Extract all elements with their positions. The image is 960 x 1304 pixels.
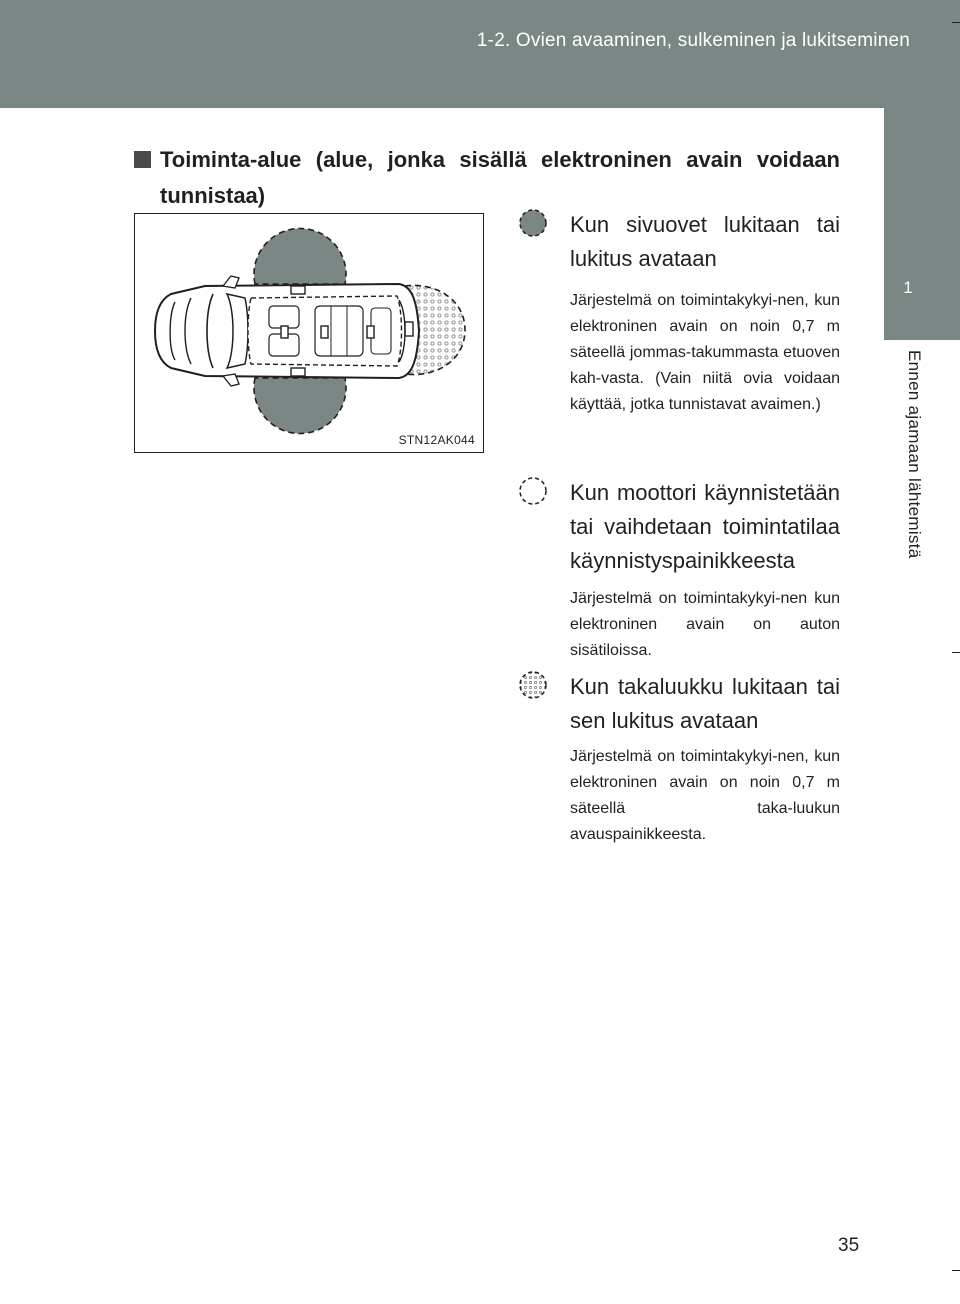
page-number: 35 [838,1235,860,1256]
crop-mark [952,1270,960,1271]
legend-title: Kun sivuovet lukitaan tai lukitus avataan [570,212,840,271]
side-door-zone-bottom [254,378,346,434]
antenna-icon [291,286,305,294]
heading-line-1: Toiminta-alue (alue, jonka sisällä elektroninen avain voidaan [160,147,840,172]
antenna-icon [281,326,288,338]
antenna-icon [405,322,413,336]
figure-code: STN12AK044 [398,433,475,447]
header-band [0,0,960,108]
section-heading [134,142,840,214]
legend-item-side-doors [518,208,840,468]
chapter-tab [884,108,960,340]
legend-title: Kun moottori käynnistetään tai vaihdetaan toimintatilaa käynnistyspainikkeesta [570,480,840,573]
legend-item-tailgate [518,670,840,860]
square-bullet-icon [134,151,151,168]
dashed-circle-dotted-icon [518,670,548,700]
chapter-tab-label: Ennen ajamaan lähtemistä [905,350,924,559]
legend-item-interior [518,476,840,666]
antenna-icon [291,368,305,376]
legend-body: Järjestelmä on toimintakykyi-nen kun elektroninen avain on auton sisätiloissa. [570,590,840,659]
antenna-icon [367,326,374,338]
chapter-number: 1 [903,278,913,297]
legend-body: Järjestelmä on toimintakykyi-nen, kun elektroninen avain on noin 0,7 m säteellä jommas-takummasta etuoven kah-vasta. (Vain niitä ovia voidaan käyttää, jotka tunnistavat avaimen.) [570,292,840,413]
crop-mark [952,22,960,23]
legend-title: Kun takaluukku lukitaan tai sen lukitus avataan [570,674,840,733]
dashed-circle-white-icon [518,476,548,506]
chapter-section-title: 1-2. Ovien avaaminen, sulkeminen ja lukitseminen [476,30,910,51]
crop-mark [952,652,960,653]
heading-line-2: tunnistaa) [160,183,266,208]
antenna-icon [321,326,328,338]
legend-body: Järjestelmä on toimintakykyi-nen, kun elektroninen avain on noin 0,7 m säteellä taka-luukun avauspainikkeesta. [570,748,840,843]
car-top-view-illustration [135,214,484,453]
smart-key-range-figure [134,213,484,453]
dashed-circle-gray-filled-icon [518,208,548,238]
side-door-zone-top [254,228,346,284]
